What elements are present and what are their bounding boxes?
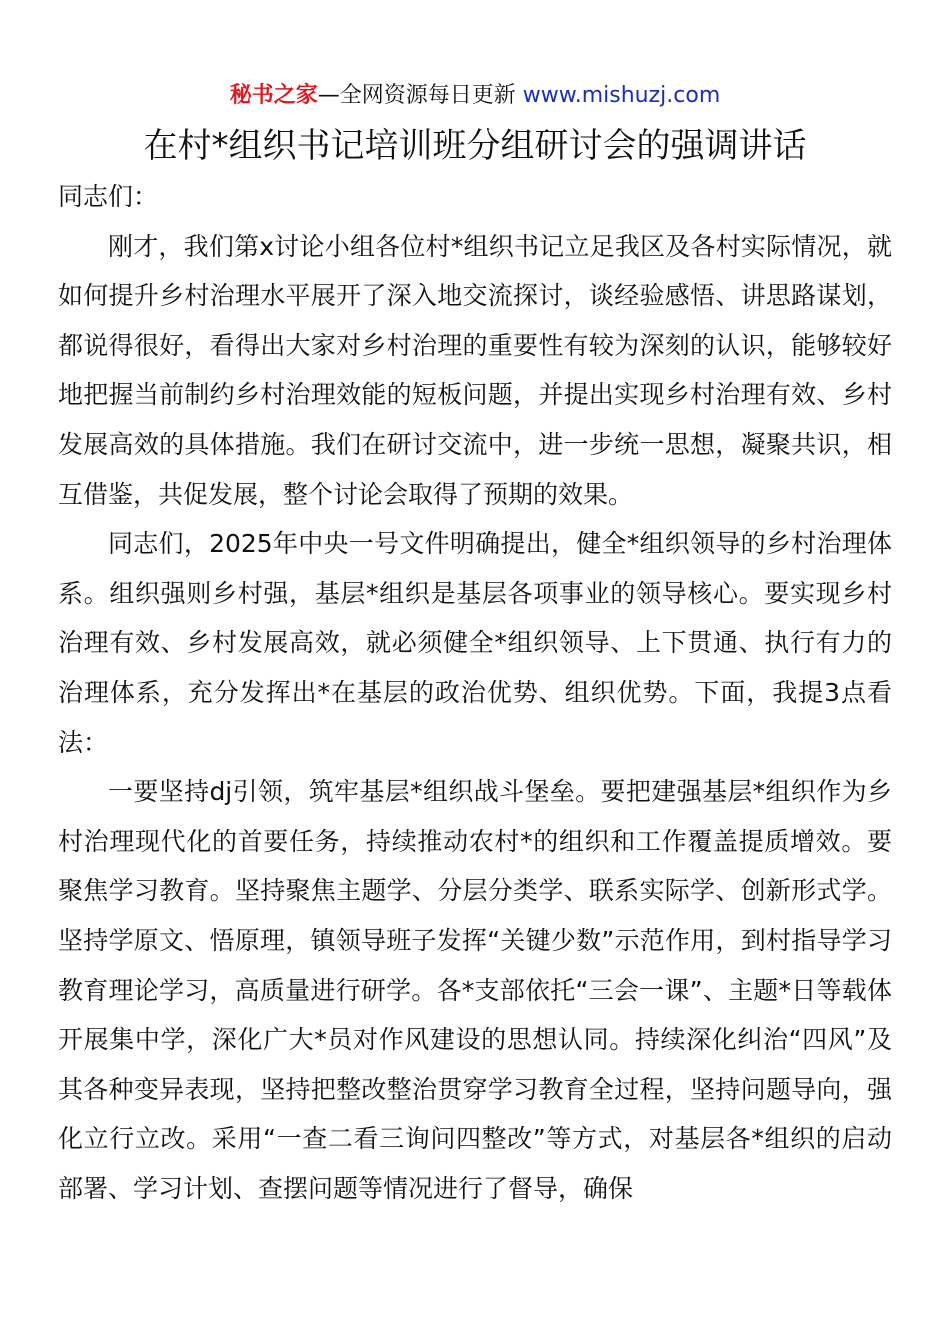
site-brand: 秘书之家: [229, 83, 318, 108]
site-tagline: —全网资源每日更新: [317, 83, 523, 108]
paragraph: 一要坚持dj引领，筑牢基层*组织战斗堡垒。要把建强基层*组织作为乡村治理现代化的首要任务，持续推动农村*的组织和工作覆盖提质增效。要聚焦学习教育。坚持聚焦主题学、分层分类学、联系实际学、创新形式学。坚持学原文、悟原理，镇领导班子发挥“关键少数”示范作用，到村指导学习教育理论学习，高质量进行研学。各*支部依托“三会一课”、主题*日等载体开展集中学，深化广大*员对作风建设的思想认同。持续深化纠治“四风”及其各种变异表现，坚持把整改整治贯穿学习教育全过程，坚持问题导向，强化立行立改。采用“一查二看三询问四整改”等方式，对基层各*组织的启动部署、学习计划、查摆问题等情况进行了督导，确保: [58, 777, 892, 1203]
document-title: 在村*组织书记培训班分组研讨会的强调讲话: [143, 126, 807, 166]
paragraph: 刚才，我们第x讨论小组各位村*组织书记立足我区及各村实际情况，就如何提升乡村治理水平展开了深入地交流探讨，谈经验感悟、讲思路谋划，都说得很好，看得出大家对乡村治理的重要性有较为深刻的认识，能够较好地把握当前制约乡村治理效能的短板问题，并提出实现乡村治理有效、乡村发展高效的具体措施。我们在研讨交流中，进一步统一思想，凝聚共识，相互借鉴，共促发展，整个讨论会取得了预期的效果。: [58, 231, 892, 509]
site-header: [0, 80, 950, 112]
site-url-link[interactable]: www.mishuzj.com: [522, 83, 721, 108]
paragraph: 同志们，2025年中央一号文件明确提出，健全*组织领导的乡村治理体系。组织强则乡村强，基层*组织是基层各项事业的领导核心。要实现乡村治理有效、乡村发展高效，就必须健全*组织领导、上下贯通、执行有力的治理体系，充分发挥出*在基层的政治优势、组织优势。下面，我提3点看法：: [58, 529, 892, 757]
document-body: [58, 172, 892, 1213]
salutation: 同志们：: [58, 182, 159, 211]
